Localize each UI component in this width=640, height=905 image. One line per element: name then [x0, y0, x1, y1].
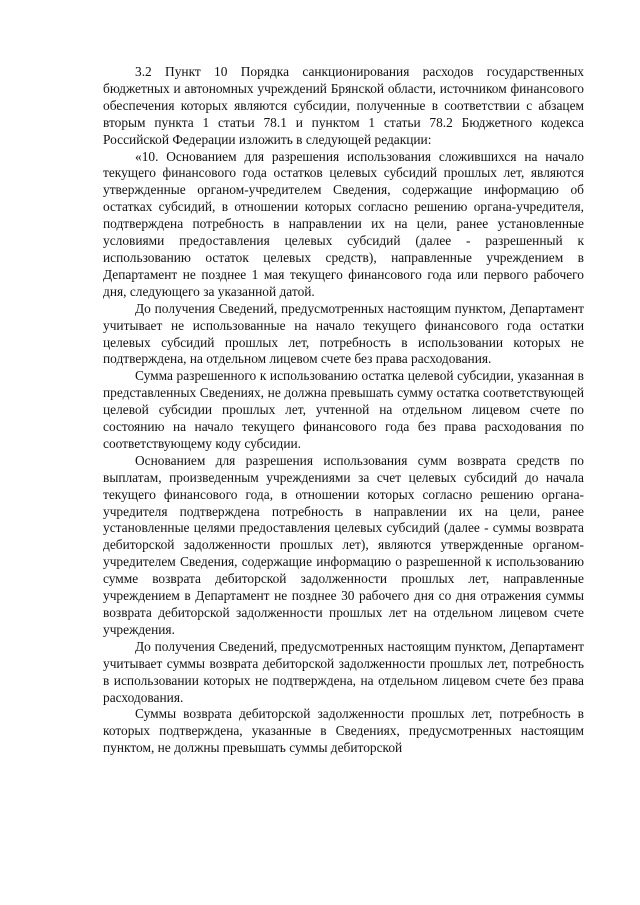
paragraph-return-before-receipt: До получения Сведений, предусмотренных настоящим пунктом, Департамент учитывает суммы возврата дебиторской задолженности прошлых лет, потребность в использовании которых не подтверждена, на отдельном лицевом счете без права расходования.	[103, 638, 584, 705]
paragraph-return-limit: Суммы возврата дебиторской задолженности прошлых лет, потребность в которых подтверждена, указанные в Сведениях, предусмотренных настоящим пунктом, не должны превышать суммы дебиторской	[103, 706, 584, 756]
paragraph-allowed-remainder: Сумма разрешенного к использованию остатка целевой субсидии, указанная в представленных Сведениях, не должна превышать сумму остатка соответствующей целевой субсидии прошлых лет, учтенной на отдельном лицевом счете по состоянию на начало текущего финансового года без права расходования по соответствующему коду субсидии.	[103, 368, 584, 451]
paragraph-point-10: «10. Основанием для разрешения использования сложившихся на начало текущего финансового года остатков целевых субсидий прошлых лет, являются утвержденные органом-учредителем Сведения, содержащие информацию об остатках субсидий, в отношении которых согласно решению органа-учредителя, подтверждена потребность в направлении их на цели, ранее установленные условиями предоставления целевых субсидий (далее - разрешенный к использованию остаток целевых средств), направленные учреждением в Департамент не позднее 1 мая текущего финансового года или первого рабочего дня, следующего за указанной датой.	[103, 148, 584, 299]
paragraph-return-basis: Основанием для разрешения использования сумм возврата средств по выплатам, произведенным учреждениями за счет целевых субсидий до начала текущего финансового года, в отношении которых согласно решению органа-учредителя подтверждена потребность в направлении их на цели, ранее установленные целями предоставления целевых субсидий (далее - суммы возврата дебиторской задолженности прошлых лет), являются утвержденные органом-учредителем Сведения, содержащие информацию о разрешенной к использованию сумме возврата дебиторской задолженности прошлых лет, направленные учреждением в Департамент не позднее 30 рабочего дня со дня отражения суммы возврата дебиторской задолженности прошлых лет на отдельном лицевом счете учреждения.	[103, 452, 584, 637]
document-page	[103, 64, 584, 757]
paragraph-3-2: 3.2 Пункт 10 Порядка санкционирования расходов государственных бюджетных и автономных учреждений Брянской области, источником финансового обеспечения которых являются субсидии, полученные в соответствии с абзацем вторым пункта 1 статьи 78.1 и пунктом 1 статьи 78.2 Бюджетного кодекса Российской Федерации изложить в следующей редакции:	[103, 64, 584, 147]
paragraph-before-receipt: До получения Сведений, предусмотренных настоящим пунктом, Департамент учитывает не использованные на начало текущего финансового года остатки целевых субсидий прошлых лет, потребность в использовании которых не подтверждена, на отдельном лицевом счете без права расходования.	[103, 300, 584, 367]
